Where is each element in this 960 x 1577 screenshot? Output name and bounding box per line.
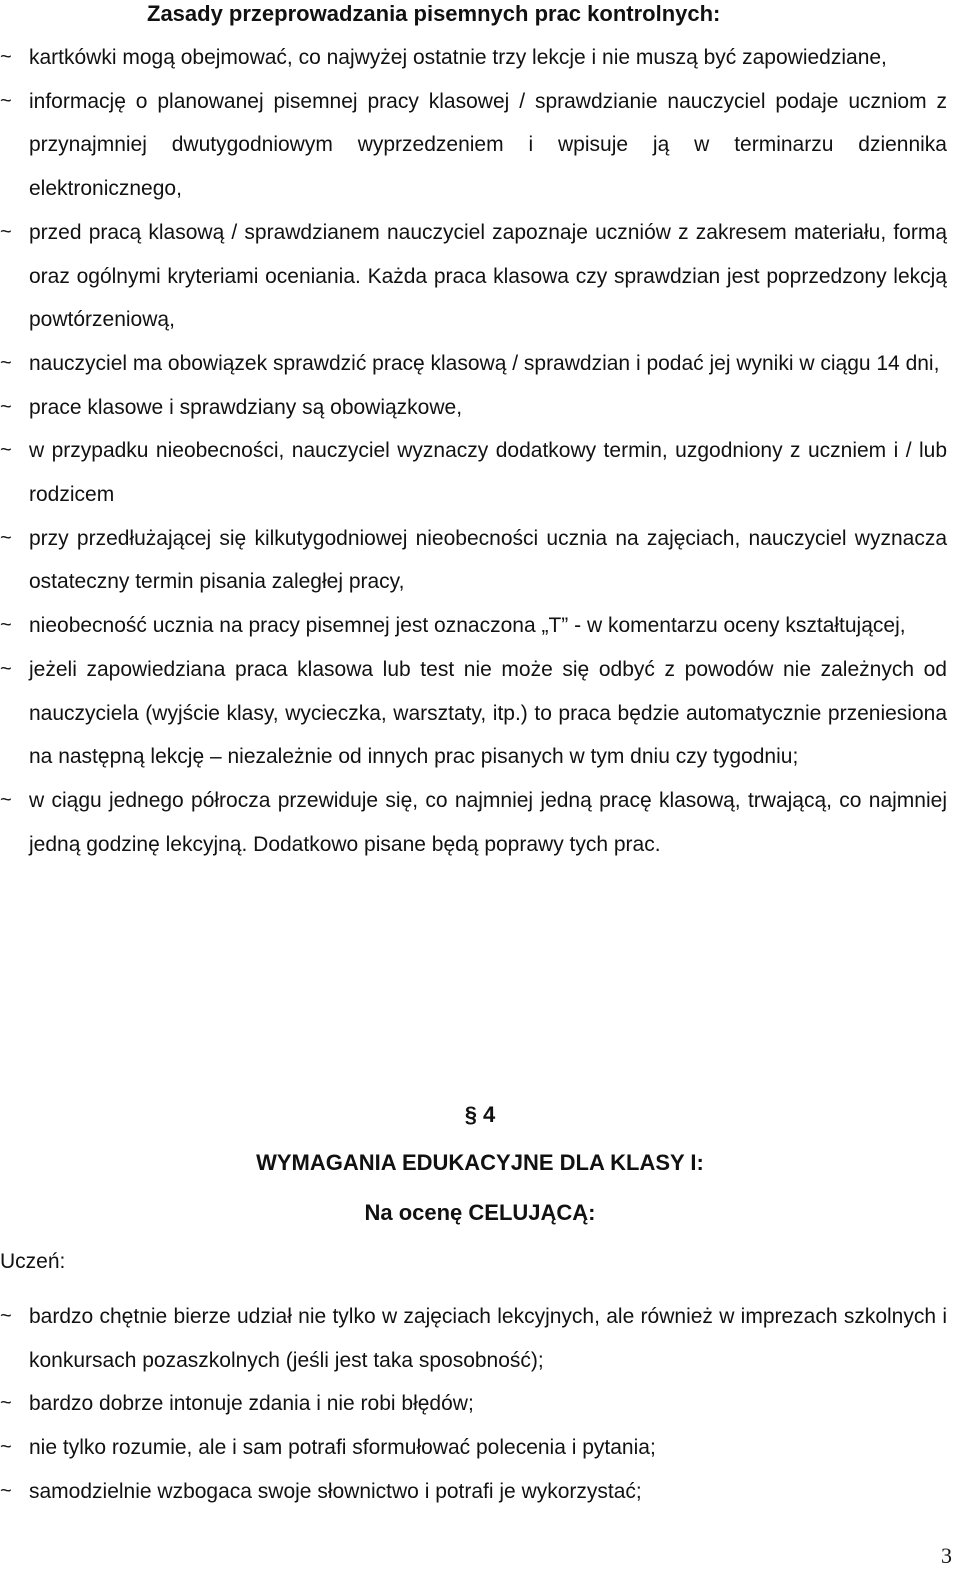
student-requirements-list	[0, 1295, 960, 1514]
rule-text: nieobecność ucznia na pracy pisemnej jest oznaczona „T” - w komentarzu oceny kształtującej,	[29, 614, 906, 638]
page-number: 3	[941, 1543, 952, 1568]
list-item	[0, 1426, 960, 1470]
list-item	[0, 604, 960, 648]
requirement-text: nie tylko rozumie, ale i sam potrafi sformułować polecenia i pytania;	[29, 1436, 656, 1460]
tilde-bullet-icon: ~	[0, 439, 12, 462]
rules-list	[0, 36, 960, 866]
student-label: Uczeń:	[0, 1250, 66, 1273]
list-item	[0, 342, 960, 386]
tilde-bullet-icon: ~	[0, 1392, 12, 1415]
tilde-bullet-icon: ~	[0, 788, 12, 811]
tilde-bullet-icon: ~	[0, 526, 12, 549]
tilde-bullet-icon: ~	[0, 395, 12, 418]
tilde-bullet-icon: ~	[0, 614, 12, 637]
list-item	[0, 1470, 960, 1514]
requirement-text: bardzo chętnie bierze udział nie tylko w zajęciach lekcyjnych, ale również w imprezach szkolnych i konkursach pozaszkolnych (jeśli jest taka sposobność);	[29, 1305, 947, 1372]
tilde-bullet-icon: ~	[0, 351, 12, 374]
rule-text: w ciągu jednego półrocza przewiduje się, co najmniej jedną pracę klasową, trwającą, co najmniej jedną godzinę lekcyjną. Dodatkowo pisane będą poprawy tych prac.	[29, 788, 947, 856]
rules-heading: Zasady przeprowadzania pisemnych prac kontrolnych:	[147, 1, 721, 26]
rule-text: informację o planowanej pisemnej pracy klasowej / sprawdzianie nauczyciel podaje uczniom z przynajmniej dwutygodniowym wyprzedzeniem i wpisuje ją w terminarzu dziennika elektronicznego,	[29, 89, 947, 201]
requirements-title: WYMAGANIA EDUKACYJNE DLA KLASY I:	[256, 1150, 704, 1175]
tilde-bullet-icon: ~	[0, 1305, 12, 1327]
rule-text: kartkówki mogą obejmować, co najwyżej ostatnie trzy lekcje i nie muszą być zapowiedziane,	[29, 46, 887, 69]
rule-text: w przypadku nieobecności, nauczyciel wyznaczy dodatkowy termin, uzgodniony z uczniem i / lub rodzicem	[29, 439, 947, 507]
tilde-bullet-icon: ~	[0, 1436, 12, 1459]
list-item	[0, 1382, 960, 1426]
rule-text: nauczyciel ma obowiązek sprawdzić pracę klasową / sprawdzian i podać jej wyniki w ciągu 14 dni,	[29, 351, 940, 375]
tilde-bullet-icon: ~	[0, 89, 12, 112]
section-number: § 4	[464, 1102, 496, 1127]
requirement-text: bardzo dobrze intonuje zdania i nie robi błędów;	[29, 1392, 474, 1416]
rule-text: prace klasowe i sprawdziany są obowiązkowe,	[29, 395, 463, 419]
list-item	[0, 1295, 960, 1382]
tilde-bullet-icon: ~	[0, 46, 12, 68]
list-item	[0, 386, 960, 430]
list-item	[0, 648, 960, 779]
rule-text: przy przedłużającej się kilkutygodniowej nieobecności ucznia na zajęciach, nauczyciel wyznacza ostateczny termin pisania zaległej pracy,	[29, 526, 947, 594]
list-item	[0, 429, 960, 516]
list-item	[0, 36, 960, 80]
requirement-text: samodzielnie wzbogaca swoje słownictwo i potrafi je wykorzystać;	[29, 1479, 642, 1503]
rule-text: przed pracą klasową / sprawdzianem nauczyciel zapoznaje uczniów z zakresem materiału, formą oraz ogólnymi kryteriami oceniania. Każda praca klasowa czy sprawdzian jest poprzedzony lekcją powtórzeniową,	[29, 220, 947, 332]
rule-text: jeżeli zapowiedziana praca klasowa lub test nie może się odbyć z powodów nie zależnych od nauczyciela (wyjście klasy, wycieczka, warsztaty, itp.) to praca będzie automatycznie przeniesiona na następną lekcję – niezależnie od innych prac pisanych w tym dniu czy tygodniu;	[29, 657, 947, 769]
tilde-bullet-icon: ~	[0, 1479, 12, 1502]
tilde-bullet-icon: ~	[0, 220, 12, 243]
list-item	[0, 779, 960, 866]
list-item	[0, 80, 960, 211]
list-item	[0, 517, 960, 604]
grade-title: Na ocenę CELUJĄCĄ:	[364, 1200, 596, 1225]
tilde-bullet-icon: ~	[0, 657, 12, 680]
list-item	[0, 211, 960, 342]
